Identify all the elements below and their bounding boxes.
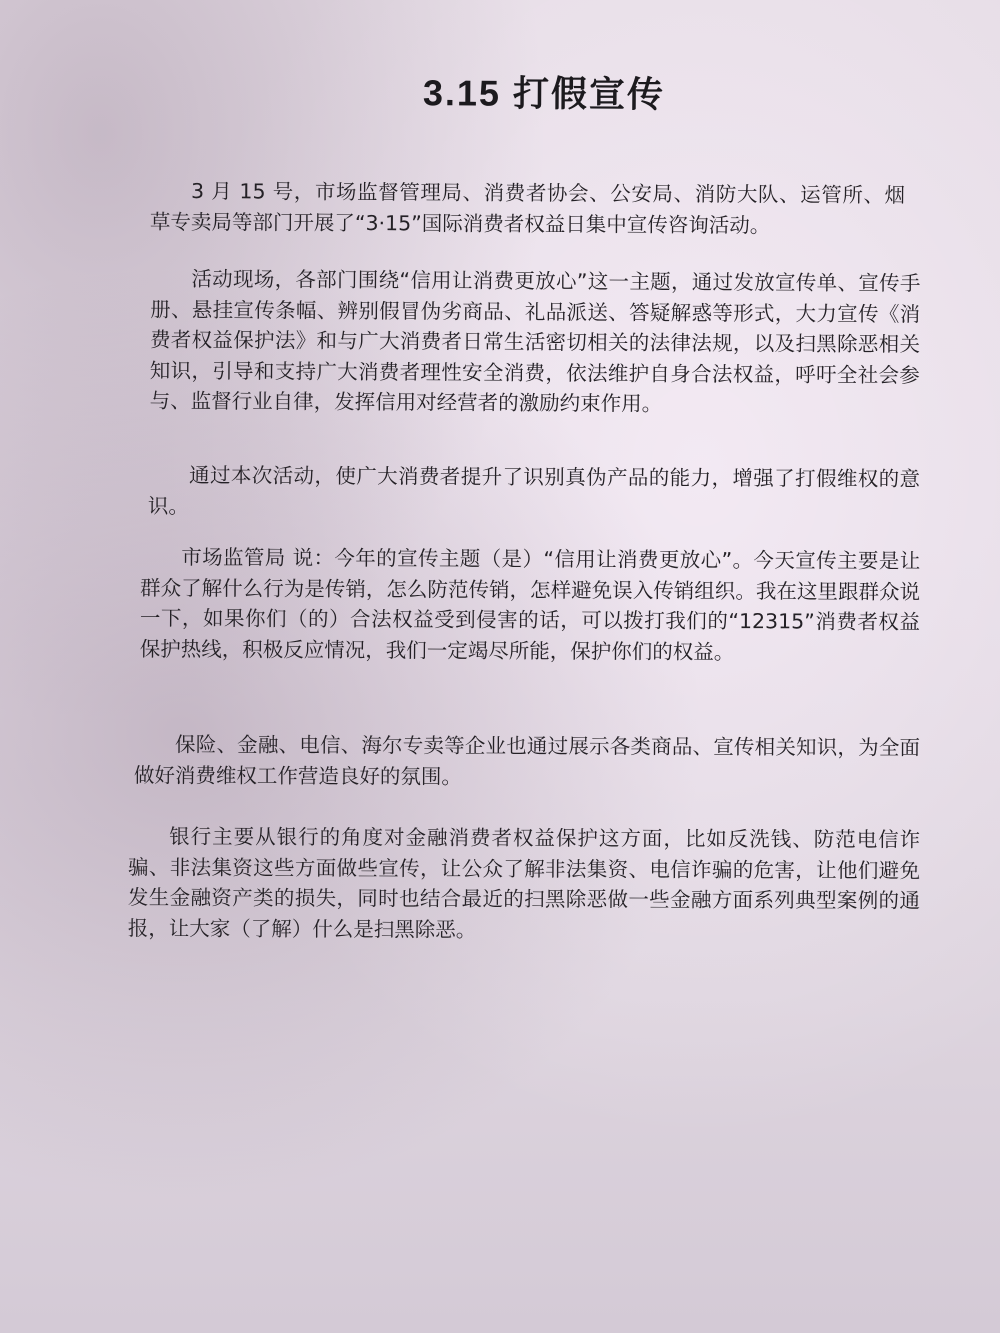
paragraph-outcome: 通过本次活动，使广大消费者提升了识别真伪产品的能力，增强了打假维权的意识。	[147, 463, 921, 518]
paragraph-enterprises: 保险、金融、电信、海尔专卖等企业也通过展示各类商品、宣传相关知识，为全面做好消费维权工作营造良好的氛围。	[133, 732, 921, 789]
document-title: 3.15 打假宣传	[422, 72, 666, 115]
paragraph-market-bureau-quote: 市场监管局 说：今年的宣传主题（是）“信用让消费更放心”。今天宣传主要是让群众了解什么行为是传销，怎么防范传销，怎样避免误入传销组织。我在这里跟群众说一下，如果你们（的）合法权益受到侵害的话，可以拨打我们的“12315”消费者权益保护热线，积极反应情况，我们一定竭尽所能，保护你们的权益。	[139, 545, 921, 664]
paragraph-activity-site: 活动现场，各部门围绕“信用让消费更放心”这一主题，通过发放宣传单、宣传手册、悬挂宣传条幅、辨别假冒伪劣商品、礼品派送、答疑解惑等形式，大力宣传《消费者权益保护法》和与广大消费者日常生活密切相关的法律法规，以及扫黑除恶相关知识，引导和支持广大消费者理性安全消费，依法维护自身合法权益，呼吁全社会参与、监督行业自律，发挥信用对经营者的激励约束作用。	[149, 266, 921, 416]
paragraph-event-intro: 3 月 15 号，市场监督管理局、消费者协会、公安局、消防大队、运管所、烟草专卖局等部门开展了“3·15”国际消费者权益日集中宣传咨询活动。	[149, 178, 906, 237]
paragraph-banks: 银行主要从银行的角度对金融消费者权益保护这方面，比如反洗钱、防范电信诈骗、非法集资这些方面做些宣传，让公众了解非法集资、电信诈骗的危害，让他们避免发生金融资产类的损失，同时也结合最近的扫黑除恶做一些金融方面系列典型案例的通报，让大家（了解）什么是扫黑除恶。	[127, 824, 921, 942]
